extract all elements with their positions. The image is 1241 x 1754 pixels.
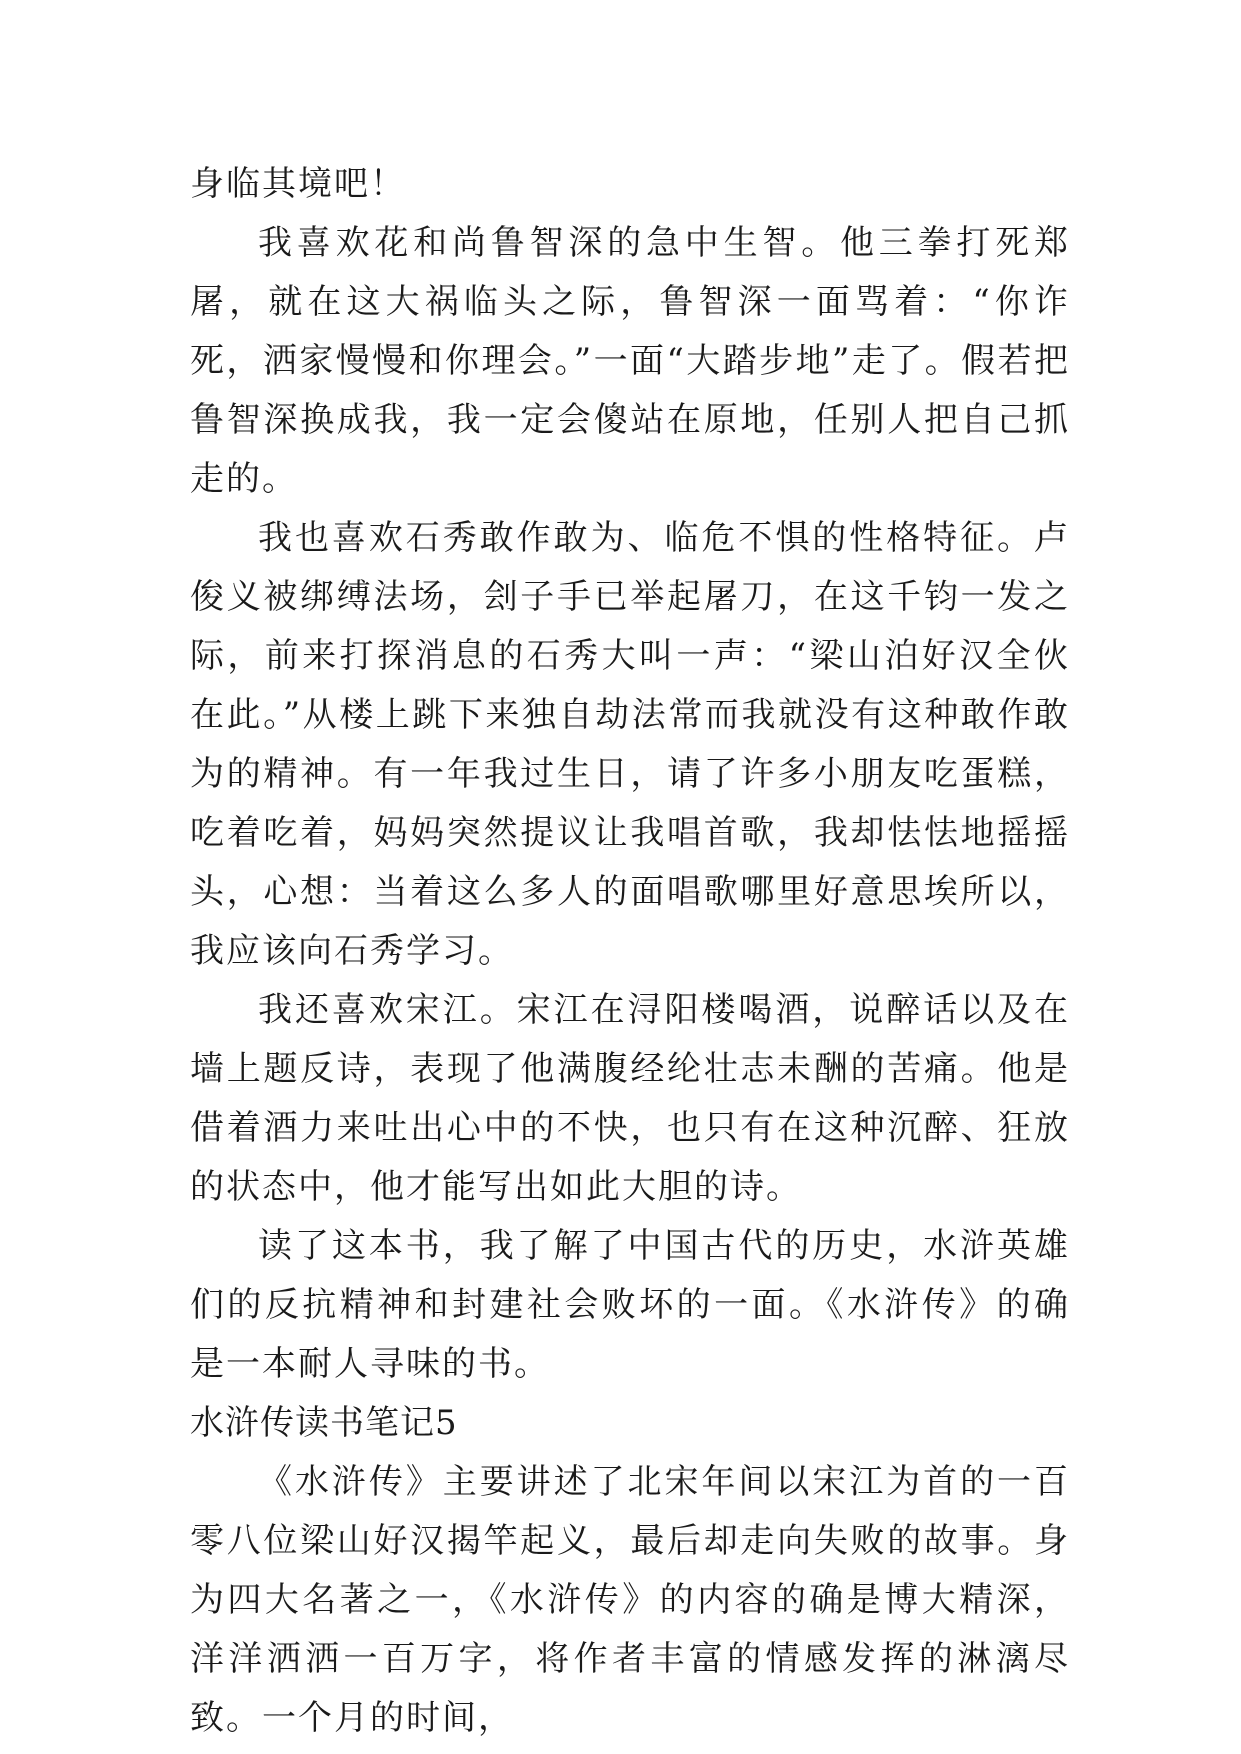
section-heading: 水浒传读书笔记5 bbox=[190, 1403, 458, 1443]
paragraph: 身临其境吧！ bbox=[190, 164, 406, 204]
paragraph: 读了这本书，我了解了中国古代的历史，水浒英雄们的反抗精神和封建社会败坏的一面。《水浒传》的确是一本耐人寻味的书。 bbox=[190, 1226, 1070, 1384]
paragraph: 我还喜欢宋江。宋江在浔阳楼喝酒，说醉话以及在墙上题反诗，表现了他满腹经纶壮志未酬的苦痛。他是借着酒力来吐出心中的不快，也只有在这种沉醉、狂放的状态中，他才能写出如此大胆的诗。 bbox=[190, 990, 1070, 1207]
paragraph: 我喜欢花和尚鲁智深的急中生智。他三拳打死郑屠，就在这大祸临头之际，鲁智深一面骂着：“你诈死，洒家慢慢和你理会。”一面“大踏步地”走了。假若把鲁智深换成我，我一定会傻站在原地，任别人把自己抓走的。 bbox=[190, 223, 1070, 499]
document-body bbox=[190, 155, 1070, 1748]
paragraph: 《水浒传》主要讲述了北宋年间以宋江为首的一百零八位梁山好汉揭竿起义，最后却走向失败的故事。身为四大名著之一，《水浒传》的内容的确是博大精深，洋洋洒洒一百万字，将作者丰富的情感发挥的淋漓尽致。一个月的时间， bbox=[190, 1462, 1070, 1738]
paragraph: 我也喜欢石秀敢作敢为、临危不惧的性格特征。卢俊义被绑缚法场，刽子手已举起屠刀，在这千钧一发之际，前来打探消息的石秀大叫一声：“梁山泊好汉全伙在此。”从楼上跳下来独自劫法常而我就没有这种敢作敢为的精神。有一年我过生日，请了许多小朋友吃蛋糕，吃着吃着，妈妈突然提议让我唱首歌，我却怯怯地摇摇头，心想：当着这么多人的面唱歌哪里好意思埃所以，我应该向石秀学习。 bbox=[190, 518, 1070, 971]
